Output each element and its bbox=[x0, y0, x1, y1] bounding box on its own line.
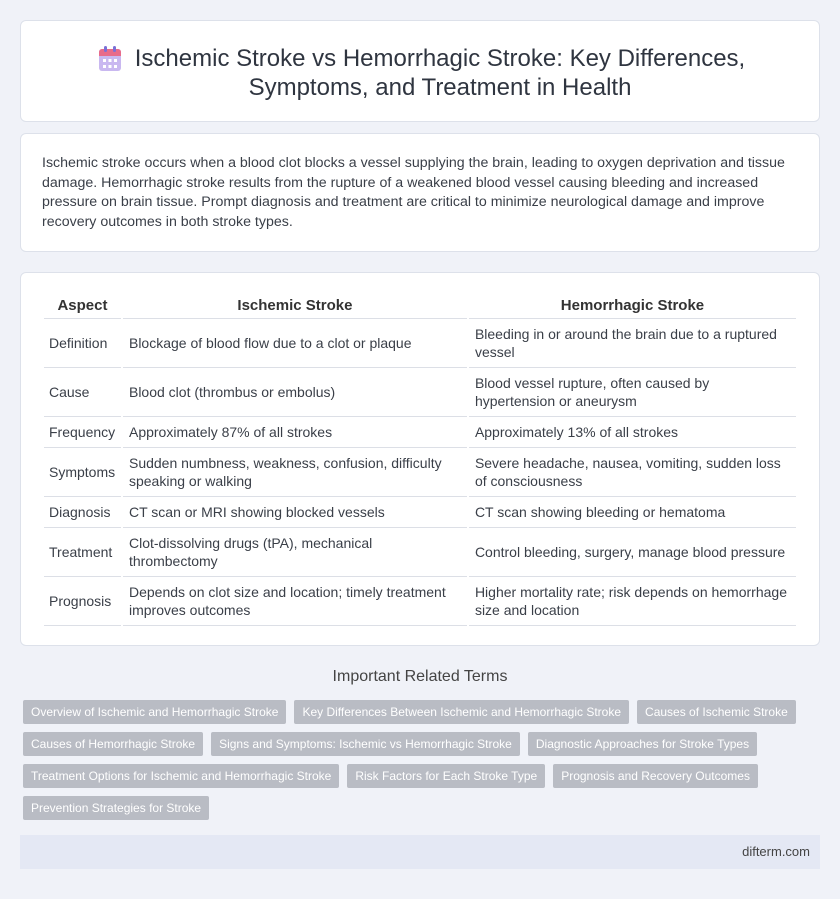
ischemic-cell: Sudden numbness, weakness, confusion, difficulty speaking or walking bbox=[123, 448, 467, 497]
related-term-tag[interactable]: Prognosis and Recovery Outcomes bbox=[553, 764, 758, 788]
header-aspect: Aspect bbox=[44, 293, 121, 319]
aspect-cell: Prognosis bbox=[44, 577, 121, 626]
table-row bbox=[44, 417, 796, 448]
ischemic-cell: Blockage of blood flow due to a clot or plaque bbox=[123, 319, 467, 368]
related-terms-heading: Important Related Terms bbox=[332, 668, 508, 685]
table-row bbox=[44, 497, 796, 528]
hemorrhagic-cell: Severe headache, nausea, vomiting, sudden loss of consciousness bbox=[469, 448, 796, 497]
header-hemorrhagic: Hemorrhagic Stroke bbox=[469, 293, 796, 319]
related-term-tag[interactable]: Risk Factors for Each Stroke Type bbox=[347, 764, 545, 788]
page-title: Ischemic Stroke vs Hemorrhagic Stroke: Key Differences, Symptoms, and Treatment in Health bbox=[134, 45, 746, 101]
related-term-tag[interactable]: Prevention Strategies for Stroke bbox=[23, 796, 209, 820]
table-row bbox=[44, 528, 796, 577]
table-row bbox=[44, 368, 796, 417]
comparison-table bbox=[42, 293, 798, 626]
related-term-tag[interactable]: Causes of Ischemic Stroke bbox=[637, 700, 796, 724]
table-row bbox=[44, 319, 796, 368]
related-term-tag[interactable]: Key Differences Between Ischemic and Hemorrhagic Stroke bbox=[294, 700, 629, 724]
hemorrhagic-cell: Higher mortality rate; risk depends on hemorrhage size and location bbox=[469, 577, 796, 626]
header-ischemic: Ischemic Stroke bbox=[123, 293, 467, 319]
ischemic-cell: Blood clot (thrombus or embolus) bbox=[123, 368, 467, 417]
ischemic-cell: CT scan or MRI showing blocked vessels bbox=[123, 497, 467, 528]
aspect-cell: Treatment bbox=[44, 528, 121, 577]
aspect-cell: Symptoms bbox=[44, 448, 121, 497]
footer-site-link[interactable]: difterm.com bbox=[742, 844, 810, 859]
ischemic-cell: Depends on clot size and location; timely treatment improves outcomes bbox=[123, 577, 467, 626]
ischemic-cell: Approximately 87% of all strokes bbox=[123, 417, 467, 448]
aspect-cell: Cause bbox=[44, 368, 121, 417]
related-term-tag[interactable]: Signs and Symptoms: Ischemic vs Hemorrhagic Stroke bbox=[211, 732, 520, 756]
related-terms-list bbox=[23, 700, 803, 820]
intro-text: Ischemic stroke occurs when a blood clot blocks a vessel supplying the brain, leading to oxygen deprivation and tissue damage. Hemorrhagic stroke results from the rupture of a weakened blood vessel causing bleeding and increased pressure on brain tissue. Prompt diagnosis and treatment are critical to minimize neurological damage and improve recovery outcomes in both stroke types. bbox=[42, 155, 785, 230]
aspect-cell: Diagnosis bbox=[44, 497, 121, 528]
intro-card bbox=[20, 133, 820, 252]
related-term-tag[interactable]: Overview of Ischemic and Hemorrhagic Stroke bbox=[23, 700, 286, 724]
hemorrhagic-cell: Control bleeding, surgery, manage blood pressure bbox=[469, 528, 796, 577]
table-row bbox=[44, 577, 796, 626]
related-term-tag[interactable]: Diagnostic Approaches for Stroke Types bbox=[528, 732, 757, 756]
hemorrhagic-cell: Bleeding in or around the brain due to a ruptured vessel bbox=[469, 319, 796, 368]
ischemic-cell: Clot-dissolving drugs (tPA), mechanical thrombectomy bbox=[123, 528, 467, 577]
footer-bar bbox=[20, 835, 820, 869]
aspect-cell: Frequency bbox=[44, 417, 121, 448]
related-term-tag[interactable]: Treatment Options for Ischemic and Hemorrhagic Stroke bbox=[23, 764, 339, 788]
hemorrhagic-cell: Blood vessel rupture, often caused by hypertension or aneurysm bbox=[469, 368, 796, 417]
hemorrhagic-cell: CT scan showing bleeding or hematoma bbox=[469, 497, 796, 528]
related-term-tag[interactable]: Causes of Hemorrhagic Stroke bbox=[23, 732, 203, 756]
hemorrhagic-cell: Approximately 13% of all strokes bbox=[469, 417, 796, 448]
header-card bbox=[20, 20, 820, 122]
table-header-row bbox=[44, 293, 796, 319]
aspect-cell: Definition bbox=[44, 319, 121, 368]
table-row bbox=[44, 448, 796, 497]
comparison-card bbox=[20, 272, 820, 646]
